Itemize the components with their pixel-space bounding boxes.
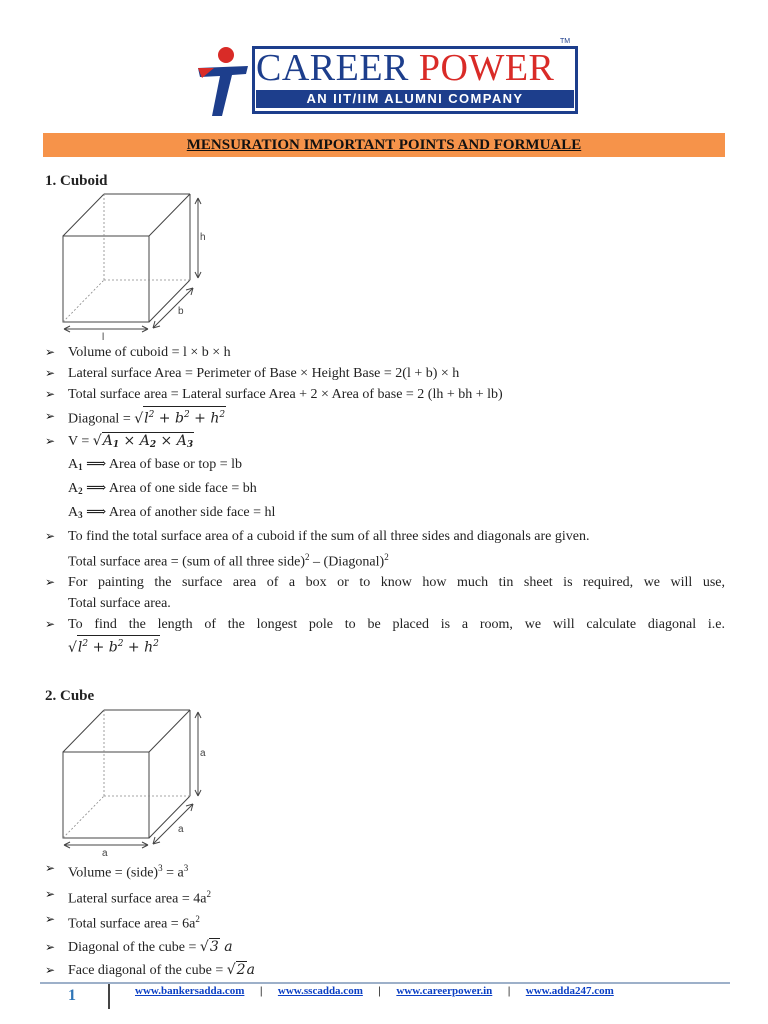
cuboid-pole-formula: $√l^2 + b^2 + h^2$	[45, 635, 725, 659]
cuboid-v-item	[45, 431, 725, 454]
cuboid-diagonal-label: Diagonal =	[68, 411, 135, 427]
page-title: MENSURATION IMPORTANT POINTS AND FORMUALE	[186, 137, 582, 153]
footer-link-sscadda[interactable]: www.sscadda.com	[277, 985, 363, 997]
cuboid-formula-list	[45, 342, 725, 659]
cuboid-a2-text: ⟹ Area of one side face = bh	[86, 480, 257, 496]
cube-depth-label: a	[178, 824, 184, 835]
cube-lateral-area-item: ➢ Lateral surface area = $4a^2$	[45, 884, 725, 910]
cuboid-painting-item: ➢ For painting the surface area of a box or to know how much tin sheet is required, we will use,	[45, 572, 725, 593]
cube-volume-item: ➢ Volume = (side)$^3$ = $a^3$	[45, 858, 725, 884]
cuboid-a3-line: $A_3$ ⟹ Area of another side face = hl	[68, 504, 276, 520]
footer-separator: |	[259, 985, 263, 997]
cuboid-height-label: h	[200, 232, 206, 243]
cuboid-a1-line: $A_1$ ⟹ Area of base or top = lb	[68, 456, 242, 472]
cuboid-diagonal-formula: $√l^2 + b^2 + h^2$	[134, 411, 226, 427]
cube-total-area-item: ➢ Total surface area = $6a^2$	[45, 909, 725, 935]
cuboid-a2-line: $A_2$ ⟹ Area of one side face = bh	[68, 480, 257, 496]
cube-volume-b: = a	[162, 865, 184, 881]
cube-face-diagonal-label: Face diagonal of the cube =	[68, 962, 227, 978]
title-banner	[43, 133, 725, 157]
footer-link-careerpower[interactable]: www.careerpower.in	[396, 985, 493, 997]
cuboid-tsa-find-item: ➢ To find the total surface area of a cuboid if the sum of all three sides and diagonals are given.	[45, 526, 725, 547]
cuboid-v-formula: $√A_1 \times A_2 \times A_3$	[93, 433, 194, 449]
career-power-logo	[194, 38, 578, 118]
cube-face-diagonal-item: ➢ Face diagonal of the cube = √2a	[45, 960, 725, 981]
cuboid-diagram	[58, 192, 228, 342]
cube-diagram	[58, 708, 228, 858]
cube-bottom-label: a	[102, 848, 108, 859]
cuboid-breadth-label: b	[178, 306, 184, 317]
footer-vertical-divider	[108, 984, 110, 1009]
cube-diagonal-label: Diagonal of the cube =	[68, 939, 200, 955]
cuboid-volume-item: ➢ Volume of cuboid = l × b × h	[45, 342, 725, 363]
footer-link-bankersadda[interactable]: www.bankersadda.com	[135, 985, 245, 997]
cube-total-text: Total surface area = 6a	[68, 916, 196, 932]
logo-tagline: AN IIT/IIM ALUMNI COMPANY	[256, 90, 574, 108]
cube-vertical-label: a	[200, 748, 206, 759]
footer-link-adda247[interactable]: www.adda247.com	[525, 985, 614, 997]
cuboid-lateral-area-item: ➢ Lateral surface Area = Perimeter of Base × Height Base = 2(l + b) × h	[45, 363, 725, 384]
cuboid-tsa-formula-b: – (Diagonal)	[309, 554, 385, 570]
footer-separator: |	[378, 985, 381, 997]
cube-volume-a: Volume = (side)	[68, 865, 159, 881]
cube-heading: 2. Cube	[45, 688, 95, 704]
cuboid-heading: 1. Cuboid	[45, 173, 108, 189]
cuboid-tsa-formula-line: Total surface area = (sum of all three side)$^2$ – (Diagonal)$^2$	[68, 551, 389, 570]
cuboid-tsa-formula-a: Total surface area = (sum of all three side)	[68, 554, 306, 570]
cuboid-a3-text: ⟹ Area of another side face = hl	[86, 504, 276, 520]
cuboid-length-label: l	[102, 332, 105, 343]
footer-divider	[40, 982, 730, 984]
cuboid-painting-item-cont: Total surface area.	[68, 596, 171, 612]
logo-word-power: POWER	[418, 47, 555, 89]
page-number: 1	[68, 987, 76, 1004]
cube-diagonal-item: ➢ Diagonal of the cube = √3 a	[45, 937, 725, 958]
logo-figure-icon	[194, 44, 254, 118]
cuboid-total-area-item: ➢ Total surface area = Lateral surface Area + 2 × Area of base = 2 (lh + bh + lb)	[45, 384, 725, 405]
logo-word-career: CAREER	[256, 47, 409, 89]
cube-formula-list	[45, 858, 725, 981]
footer-separator: |	[507, 985, 511, 997]
logo-wordmark	[256, 48, 554, 88]
cube-lateral-text: Lateral surface area = 4a	[68, 891, 207, 907]
cuboid-pole-item: ➢ To find the length of the longest pole to be placed is a room, we will calculate diagonal i.e.	[45, 614, 725, 635]
logo-trademark: TM	[560, 38, 571, 45]
footer-links	[135, 985, 614, 997]
cuboid-a1-text: ⟹ Area of base or top = lb	[86, 456, 242, 472]
cuboid-diagonal-item	[45, 406, 725, 430]
cuboid-v-label: V =	[68, 433, 93, 449]
